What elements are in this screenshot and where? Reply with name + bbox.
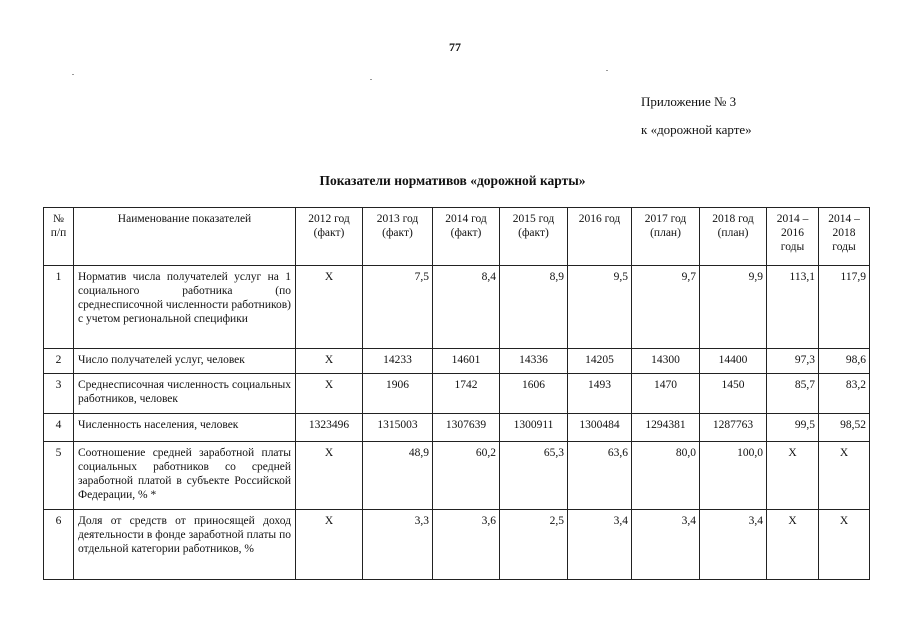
- cell-value: 99,5: [767, 414, 819, 442]
- cell-row-number: 4: [44, 414, 74, 442]
- cell-value: 1606: [500, 374, 568, 414]
- scan-speck: [72, 74, 74, 75]
- scan-speck: [370, 79, 372, 80]
- cell-value: X: [819, 442, 870, 510]
- cell-value: 8,4: [433, 266, 500, 349]
- table-header-row: [44, 208, 870, 266]
- header-cell-2014-2018: 2014 – 2018 годы: [819, 208, 870, 266]
- cell-value: 1307639: [433, 414, 500, 442]
- cell-indicator-name: Число получателей услуг, человек: [74, 349, 296, 374]
- cell-row-number: 5: [44, 442, 74, 510]
- cell-value: 113,1: [767, 266, 819, 349]
- cell-value: X: [767, 442, 819, 510]
- cell-value: 14300: [632, 349, 700, 374]
- cell-value: X: [767, 510, 819, 580]
- cell-value: 48,9: [363, 442, 433, 510]
- cell-value: 63,6: [568, 442, 632, 510]
- cell-value: X: [819, 510, 870, 580]
- table-row: [44, 374, 870, 414]
- cell-value: 9,7: [632, 266, 700, 349]
- header-cell-number: № п/п: [44, 208, 74, 266]
- scan-speck: [606, 70, 608, 71]
- cell-value: 85,7: [767, 374, 819, 414]
- cell-value: 97,3: [767, 349, 819, 374]
- cell-value: 3,4: [700, 510, 767, 580]
- cell-value: 1906: [363, 374, 433, 414]
- cell-value: 14233: [363, 349, 433, 374]
- cell-value: 9,9: [700, 266, 767, 349]
- appendix-reference: к «дорожной карте»: [641, 122, 752, 137]
- header-cell-2017: 2017 год (план): [632, 208, 700, 266]
- cell-indicator-name: Доля от средств от приносящей доход деятельности в фонде заработной платы по отдельной категории работников, %: [74, 510, 296, 580]
- header-cell-2012: 2012 год (факт): [296, 208, 363, 266]
- cell-value: 1493: [568, 374, 632, 414]
- cell-value: 1300484: [568, 414, 632, 442]
- cell-value: 1450: [700, 374, 767, 414]
- cell-value: 1287763: [700, 414, 767, 442]
- cell-row-number: 1: [44, 266, 74, 349]
- cell-value: X: [296, 266, 363, 349]
- cell-value: 1470: [632, 374, 700, 414]
- cell-value: 3,4: [632, 510, 700, 580]
- table-row: [44, 414, 870, 442]
- cell-row-number: 6: [44, 510, 74, 580]
- cell-value: 98,52: [819, 414, 870, 442]
- cell-value: 117,9: [819, 266, 870, 349]
- table-title: Показатели нормативов «дорожной карты»: [319, 173, 586, 188]
- table-row: [44, 349, 870, 374]
- header-cell-name: Наименование показателей: [74, 208, 296, 266]
- appendix-label: Приложение № 3: [641, 94, 737, 109]
- cell-value: 1323496: [296, 414, 363, 442]
- cell-value: 1294381: [632, 414, 700, 442]
- indicators-table: [43, 207, 870, 580]
- cell-value: 2,5: [500, 510, 568, 580]
- header-cell-2018: 2018 год (план): [700, 208, 767, 266]
- header-cell-2014-2016: 2014 – 2016 годы: [767, 208, 819, 266]
- table-row: [44, 510, 870, 580]
- cell-value: X: [296, 510, 363, 580]
- cell-value: 80,0: [632, 442, 700, 510]
- cell-value: 3,6: [433, 510, 500, 580]
- cell-value: X: [296, 349, 363, 374]
- header-cell-2014: 2014 год (факт): [433, 208, 500, 266]
- cell-value: 14400: [700, 349, 767, 374]
- cell-value: X: [296, 442, 363, 510]
- header-cell-2015: 2015 год (факт): [500, 208, 568, 266]
- cell-value: 1300911: [500, 414, 568, 442]
- table-row: [44, 266, 870, 349]
- cell-value: 60,2: [433, 442, 500, 510]
- cell-value: 100,0: [700, 442, 767, 510]
- cell-value: 14336: [500, 349, 568, 374]
- cell-value: 14205: [568, 349, 632, 374]
- cell-value: 9,5: [568, 266, 632, 349]
- cell-indicator-name: Соотношение средней заработной платы социальных работников со средней заработной платой в субъекте Российской Федерации, % *: [74, 442, 296, 510]
- cell-value: 8,9: [500, 266, 568, 349]
- cell-indicator-name: Среднесписочная численность социальных работников, человек: [74, 374, 296, 414]
- header-cell-2013: 2013 год (факт): [363, 208, 433, 266]
- cell-row-number: 2: [44, 349, 74, 374]
- cell-value: 3,3: [363, 510, 433, 580]
- cell-value: X: [296, 374, 363, 414]
- header-cell-2016: 2016 год: [568, 208, 632, 266]
- cell-value: 1315003: [363, 414, 433, 442]
- cell-value: 98,6: [819, 349, 870, 374]
- cell-value: 1742: [433, 374, 500, 414]
- cell-value: 14601: [433, 349, 500, 374]
- cell-value: 7,5: [363, 266, 433, 349]
- cell-value: 83,2: [819, 374, 870, 414]
- cell-indicator-name: Численность населения, человек: [74, 414, 296, 442]
- page-number: 77: [449, 40, 461, 54]
- cell-indicator-name: Норматив числа получателей услуг на 1 социального работника (по среднесписочной численности работников) с учетом региональной специфики: [74, 266, 296, 349]
- table-row: [44, 442, 870, 510]
- cell-value: 65,3: [500, 442, 568, 510]
- cell-value: 3,4: [568, 510, 632, 580]
- cell-row-number: 3: [44, 374, 74, 414]
